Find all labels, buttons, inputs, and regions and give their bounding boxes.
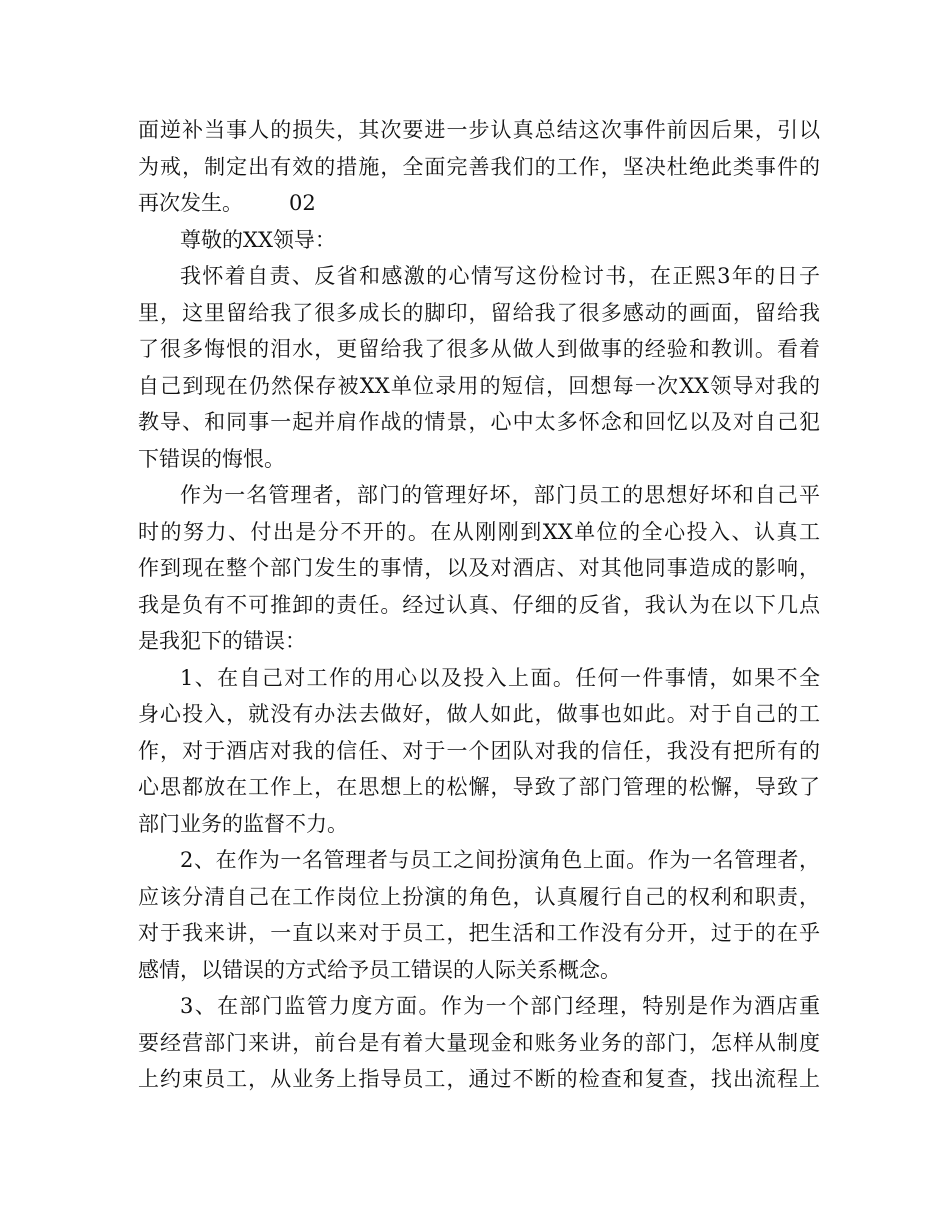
- text-line: 下错误的悔恨。: [138, 446, 285, 471]
- text-line: 时的努力、付出是分不开的。在从刚刚到XX单位的全心投入、认真工: [138, 519, 820, 544]
- text-line: 感情，以错误的方式给予员工错误的人际关系概念。: [138, 957, 621, 982]
- text-line: 我是负有不可推卸的责任。经过认真、仔细的反省，我认为在以下几点: [138, 592, 820, 617]
- text-line: 作，对于酒店对我的信任、对于一个团队对我的信任，我没有把所有的: [138, 738, 820, 763]
- text-line: 对于我来讲，一直以来对于员工，把生活和工作没有分开，过于的在乎: [138, 921, 820, 945]
- text-line: 1、在自己对工作的用心以及投入上面。任何一件事情，如果不全: [180, 665, 820, 690]
- text-line: 作到现在整个部门发生的事情，以及对酒店、对其他同事造成的影响，: [138, 556, 820, 580]
- text-line: 心思都放在工作上，在思想上的松懈，导致了部门管理的松懈，导致了: [138, 775, 820, 799]
- text-line: 部门业务的监督不力。: [138, 811, 348, 836]
- text-line: 了很多悔恨的泪水，更留给我了很多从做人到做事的经验和教训。看着: [138, 337, 820, 361]
- text-line: 为戒，制定出有效的措施，全面完善我们的工作，坚决杜绝此类事件的: [138, 154, 820, 179]
- text-line: 是我犯下的错误：: [138, 629, 306, 653]
- salutation: 尊敬的XX领导：: [180, 227, 336, 252]
- text-line: 应该分清自己在工作岗位上扮演的角色，认真履行自己的权利和职责，: [138, 884, 820, 909]
- text-line: 3、在部门监管力度方面。作为一个部门经理，特别是作为酒店重: [180, 994, 820, 1018]
- text-line: 要经营部门来讲，前台是有着大量现金和账务业务的部门，怎样从制度: [138, 1030, 820, 1055]
- text-line: 面逆补当事人的损失，其次要进一步认真总结这次事件前因后果，引以: [138, 118, 820, 142]
- text-line: [138, 185, 820, 222]
- text-line: 里，这里留给我了很多成长的脚印，留给我了很多感动的画面，留给我: [138, 300, 820, 325]
- text-line: 自己到现在仍然保存被XX单位录用的短信，回想每一次XX领导对我的: [138, 373, 820, 398]
- text-line: 上约束员工，从业务上指导员工，通过不断的检查和复查，找出流程上: [138, 1067, 820, 1091]
- document-body: [138, 112, 820, 1098]
- text-line: 身心投入，就没有办法去做好，做人如此，做事也如此。对于自己的工: [138, 702, 820, 726]
- text-line: 作为一名管理者，部门的管理好坏，部门员工的思想好坏和自己平: [180, 483, 820, 507]
- text-fragment: 再次发生。: [138, 191, 243, 215]
- text-line: 教导、和同事一起并肩作战的情景，心中太多怀念和回忆以及对自己犯: [138, 410, 820, 434]
- section-number: 02: [289, 191, 316, 215]
- text-line: 我怀着自责、反省和感激的心情写这份检讨书，在正熙3年的日子: [180, 264, 820, 288]
- text-line: 2、在作为一名管理者与员工之间扮演角色上面。作为一名管理者，: [180, 848, 820, 872]
